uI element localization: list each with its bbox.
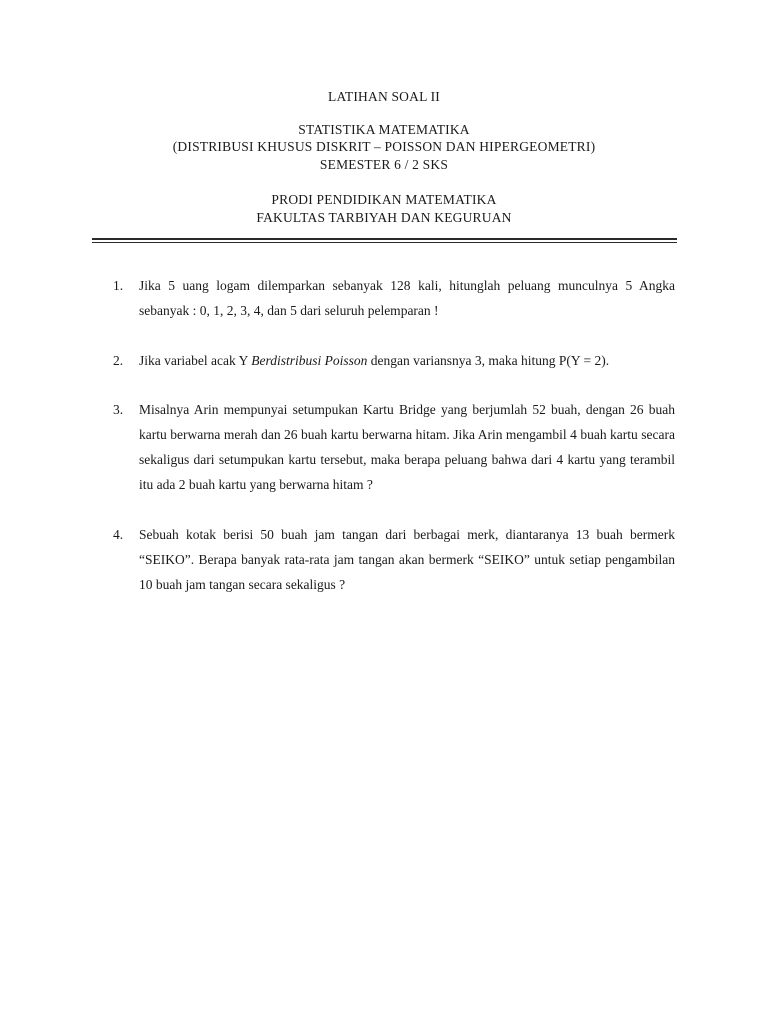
question-text-italic: Berdistribusi Poisson [251,353,368,368]
divider-line-bottom [92,242,677,243]
question-text [139,348,675,373]
document-header [0,88,768,226]
header-divider [92,238,677,243]
question-text-end: dengan variansnya 3, maka hitung P(Y = 2). [367,353,610,368]
question-text: Jika 5 uang logam dilemparkan sebanyak 128 kali, hitunglah peluang munculnya 5 Angka sebanyak : 0, 1, 2, 3, 4, dan 5 dari seluruh pelemparan ! [139,278,675,318]
study-program: PRODI PENDIDIKAN MATEMATIKA [271,192,497,207]
course-semester: SEMESTER 6 / 2 SKS [319,156,449,172]
question-item [113,522,675,597]
question-item [113,348,675,373]
question-list [113,273,675,622]
course-subject: STATISTIKA MATEMATIKA [298,121,470,137]
faculty-name: FAKULTAS TARBIYAH DAN KEGURUAN [256,209,512,225]
question-text-start: Jika variabel acak Y [139,353,252,368]
question-number: 1. [113,278,124,293]
document-title: LATIHAN SOAL II [328,89,440,104]
course-topic: (DISTRIBUSI KHUSUS DISKRIT – POISSON DAN HIPERGEOMETRI) [172,139,596,154]
question-text: Sebuah kotak berisi 50 buah jam tangan dari berbagai merk, diantaranya 13 buah bermerk “SEIKO”. Berapa banyak rata-rata jam tangan akan bermerk “SEIKO” untuk setiap pengambilan 10 buah jam tangan secara sekaligus ? [139,527,675,592]
question-item [113,273,675,323]
question-text: Misalnya Arin mempunyai setumpukan Kartu Bridge yang berjumlah 52 buah, dengan 26 buah kartu berwarna merah dan 26 buah kartu berwarna hitam. Jika Arin mengambil 4 buah kartu secara sekaligus dari setumpukan kartu tersebut, maka berapa peluang bahwa dari 4 kartu yang terambil itu ada 2 buah kartu yang berwarna hitam ? [139,402,675,492]
question-number: 2. [113,353,124,368]
question-number: 3. [113,402,124,417]
question-number: 4. [113,527,124,542]
divider-line-top [92,238,677,240]
question-item [113,397,675,497]
